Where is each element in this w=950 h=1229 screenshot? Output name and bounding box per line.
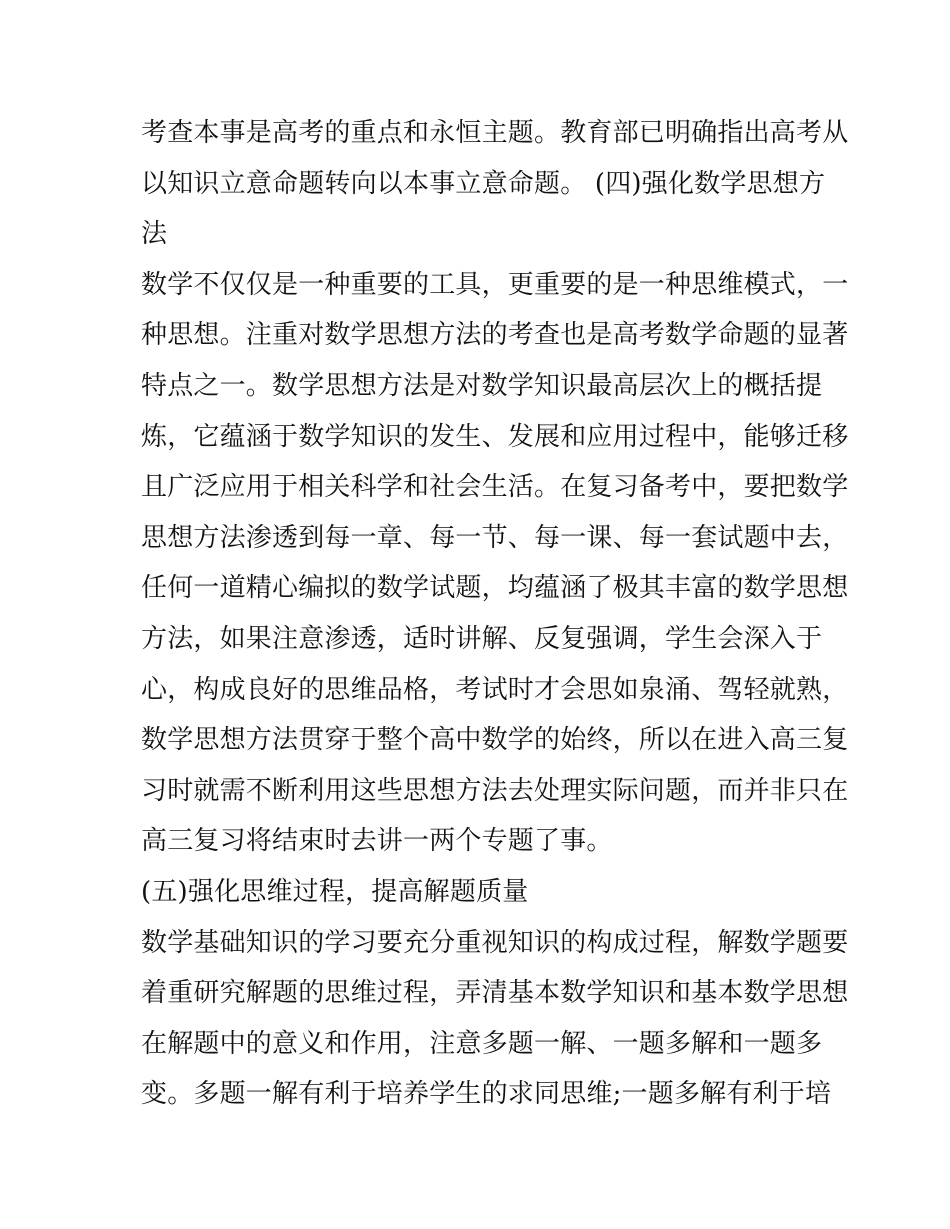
text-line: 数学基础知识的学习要充分重视知识的构成过程，解数学题要 [141, 927, 849, 958]
text-line: 考查本事是高考的重点和永恒主题。教育部已明确指出高考从 [141, 118, 849, 148]
text-line: 变。多题一解有利于培养学生的求同思维;一题多解有利于培 [141, 1079, 832, 1110]
text-line: 在解题中的意义和作用，注意多题一解、一题多解和一题多 [141, 1028, 823, 1059]
text-line: 特点之一。数学思想方法是对数学知识最高层次上的概括提 [141, 370, 823, 401]
text-line: 数学思想方法贯穿于整个高中数学的始终，所以在进入高三复 [141, 725, 849, 756]
text-line: 种思想。注重对数学思想方法的考查也是高考数学命题的显著 [141, 320, 849, 351]
text-line: 高三复习将结束时去讲一两个专题了事。 [141, 826, 613, 857]
text-line: 心，构成良好的思维品格，考试时才会思如泉涌、驾轻就熟， [141, 674, 849, 705]
text-line: 思想方法渗透到每一章、每一节、每一课、每一套试题中去， [141, 522, 849, 553]
text-line: 习时就需不断利用这些思想方法去处理实际问题，而并非只在 [141, 775, 849, 806]
text-line: 任何一道精心编拟的数学试题，均蕴涵了极其丰富的数学思想 [141, 573, 849, 604]
section-heading: (五)强化思维过程，提高解题质量 [141, 876, 529, 907]
text-line: 方法，如果注意渗透，适时讲解、反复强调，学生会深入于 [141, 623, 823, 654]
text-line: 数学不仅仅是一种重要的工具，更重要的是一种思维模式，一 [141, 269, 849, 300]
text-line: 炼，它蕴涵于数学知识的发生、发展和应用过程中，能够迁移 [141, 421, 849, 452]
text-line: 且广泛应用于相关科学和社会生活。在复习备考中，要把数学 [141, 472, 849, 503]
text-line: 法 [141, 219, 168, 250]
text-line: 以知识立意命题转向以本事立意命题。 (四)强化数学思想方 [141, 168, 826, 199]
text-line: 着重研究解题的思维过程，弄清基本数学知识和基本数学思想 [141, 978, 849, 1009]
document-body [141, 108, 849, 1120]
